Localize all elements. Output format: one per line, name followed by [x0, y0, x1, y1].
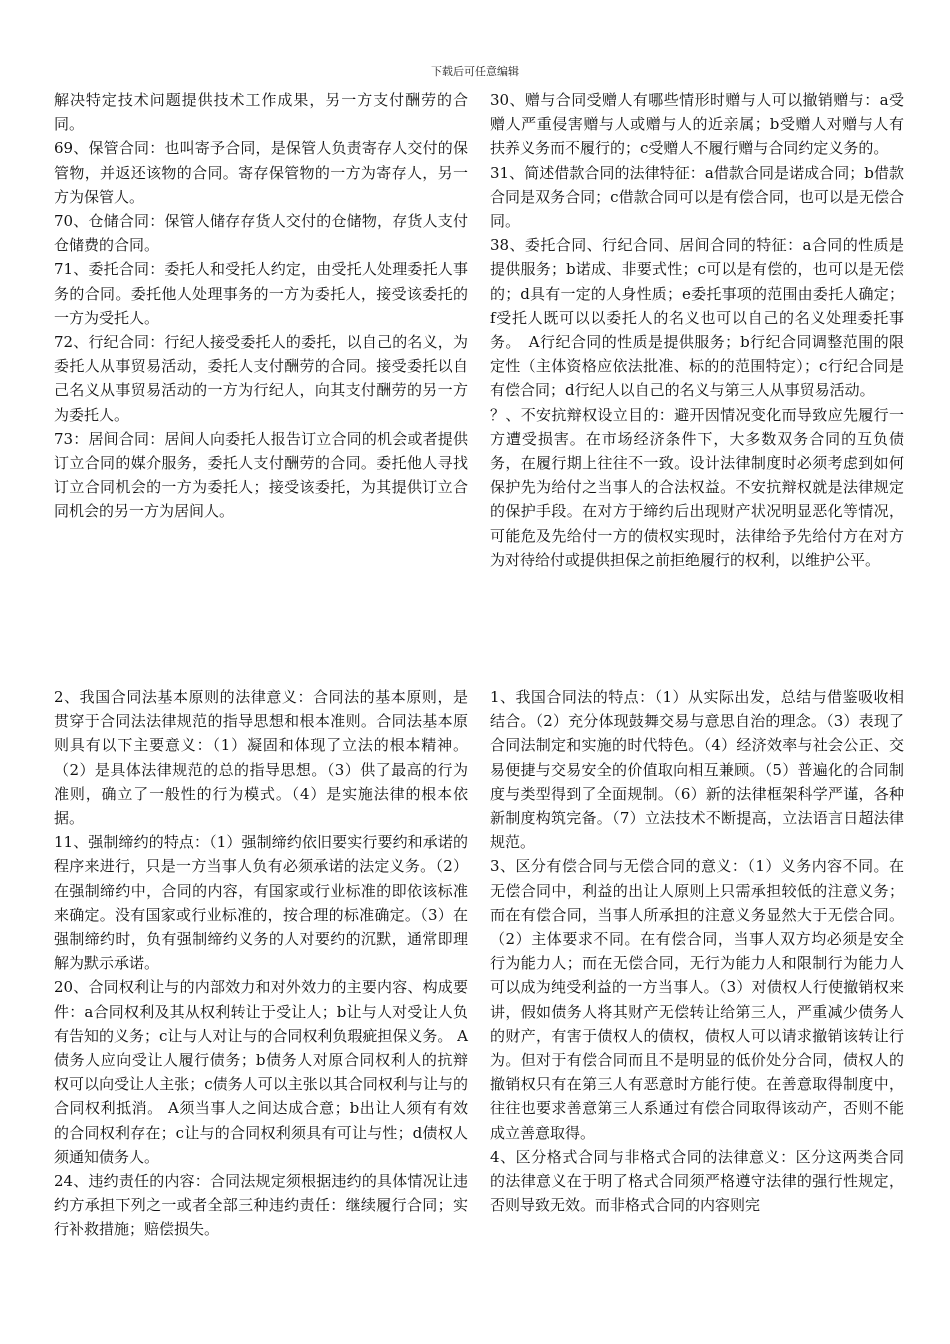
- paragraph: 20、合同权利让与的内部效力和对外效力的主要内容、构成要件：a合同权利及其从权利转让于受让人；b让与人对受让人负有告知的义务；c让与人对让与的合同权利负瑕疵担保义务。 A债务人应向受让人履行债务；b债务人对原合同权利人的抗辩权可以向受让人主张；c债务人可以主张以其合同权利与让与的合同权利抵消。 A须当事人之间达成合意；b出让人须有有效的合同权利存在；c让与的合同权利须具有可让与性；d债权人须通知债务人。: [54, 978, 469, 1166]
- text-column-bottom-left: [54, 685, 468, 1242]
- paragraph: 72、行纪合同：行纪人接受委托人的委托，以自己的名义，为委托人从事贸易活动，委托人支付酬劳的合同。接受委托以自己名义从事贸易活动的一方为行纪人，向其支付酬劳的另一方为委托人。: [54, 333, 468, 424]
- text-column-top-left: [54, 88, 468, 524]
- paragraph: 2、我国合同法基本原则的法律意义：合同法的基本原则，是贯穿于合同法法律规范的指导思想和根本准则。合同法基本原则具有以下主要意义：（1）凝固和体现了立法的根本精神。（2）是具体法律规范的总的指导思想。（3）供了最高的行为准则，确立了一般性的行为模式。（4）是实施法律的根本依据。: [54, 688, 468, 828]
- paragraph: 69、保管合同：也叫寄予合同，是保管人负责寄存人交付的保管物，并返还该物的合同。寄存保管物的一方为寄存人，另一方为保管人。: [54, 139, 468, 206]
- paragraph: 71、委托合同：委托人和受托人约定，由受托人处理委托人事务的合同。委托他人处理事务的一方为委托人，接受该委托的一方为受托人。: [54, 260, 468, 327]
- text-column-bottom-right: [490, 685, 904, 1217]
- paragraph: 1、我国合同法的特点：（1）从实际出发，总结与借鉴吸收相结合。（2）充分体现鼓舞交易与意思自治的理念。（3）表现了合同法制定和实施的时代特色。（4）经济效率与社会公正、交易便捷与交易安全的价值取向相互兼顾。（5）普遍化的合同制度与类型得到了全面规制。（6）新的法律框架科学严谨，各种新制度构筑完备。（7）立法技术不断提高，立法语言日超法律规范。: [490, 688, 904, 852]
- page-header: 下载后可任意编辑: [431, 65, 519, 78]
- paragraph: 11、强制缔约的特点：（1）强制缔约依旧要实行要约和承诺的程序来进行，只是一方当事人负有必须承诺的法定义务。（2）在强制缔约中，合同的内容，有国家或行业标准的即依该标准来确定。没有国家或行业标准的，按合理的标准确定。（3）在强制缔约时，负有强制缔约义务的人对要约的沉默，通常即理解为默示承诺。: [54, 833, 468, 973]
- paragraph: 4、区分格式合同与非格式合同的法律意义：区分这两类合同的法律意义在于明了格式合同须严格遵守法律的强行性规定，否则导致无效。而非格式合同的内容则完: [490, 1147, 904, 1215]
- text-column-top-right: [490, 88, 904, 572]
- paragraph: 73：居间合同：居间人向委托人报告订立合同的机会或者提供订立合同的媒介服务，委托人支付酬劳的合同。委托他人寻找订立合同机会的一方为委托人；接受该委托，为其提供订立合同机会的另一方为居间人。: [54, 429, 468, 521]
- paragraph: ？、不安抗辩权设立目的：避开因情况变化而导致应先履行一方遭受损害。在市场经济条件下，大多数双务合同的互负债务，在履行期上往往不一致。设计法律制度时必须考虑到如何保护先为给付之当事人的合法权益。不安抗辩权就是法律规定的保护手段。在对方于缔约后出现财产状况明显恶化等情况，可能危及先给付一方的债权实现时，法律给予先给付方在对方为对待给付或提供担保之前拒绝履行的权利，以维护公平。: [490, 405, 904, 569]
- paragraph: 24、违约责任的内容：合同法规定须根据违约的具体情况让违约方承担下列之一或者全部三种违约责任：继续履行合同；实行补救措施；赔偿损失。: [54, 1172, 468, 1239]
- paragraph: 38、委托合同、行纪合同、居间合同的特征：a合同的性质是提供服务；b诺成、非要式性；c可以是有偿的，也可以是无偿的；d具有一定的人身性质；e委托事项的范围由委托人确定；f受托人既可以以委托人的名义也可以自己的名义处理委托事务。 A行纪合同的性质是提供服务；b行纪合同调整范围的限定性（主体资格应依法批准、标的的范围特定）；c行纪合同是有偿合同；d行纪人以自己的名义与第三人从事贸易活动。: [490, 236, 904, 400]
- paragraph: 3、区分有偿合同与无偿合同的意义：（1）义务内容不同。在无偿合同中，利益的出让人原则上只需承担较低的注意义务；而在有偿合同，当事人所承担的注意义务显然大于无偿合同。（2）主体要求不同。在有偿合同，当事人双方均必须是安全行为能力人；而在无偿合同，无行为能力人和限制行为能力人可以成为纯受利益的一方当事人。（3）对债权人行使撤销权来讲，假如债务人将其财产无偿转让给第三人，严重减少债务人的财产，有害于债权人的债权，债权人可以请求撤销该转让行为。但对于有偿合同而且不是明显的低价处分合同，债权人的撤销权只有在第三人有恶意时方能行使。在善意取得制度中，往往也要求善意第三人系通过有偿合同取得该动产，否则不能成立善意取得。: [490, 857, 904, 1142]
- paragraph: 30、赠与合同受赠人有哪些情形时赠与人可以撤销赠与：a受赠人严重侵害赠与人或赠与人的近亲属；b受赠人对赠与人有扶养义务而不履行的；c受赠人不履行赠与合同约定义务的。: [490, 91, 904, 158]
- paragraph: 31、简述借款合同的法律特征：a借款合同是诺成合同；b借款合同是双务合同；c借款合同可以是有偿合同，也可以是无偿合同。: [490, 163, 904, 231]
- paragraph: 70、仓储合同：保管人储存存货人交付的仓储物，存货人支付仓储费的合同。: [54, 212, 468, 255]
- paragraph: 解决特定技术问题提供技术工作成果，另一方支付酬劳的合同。: [54, 91, 468, 134]
